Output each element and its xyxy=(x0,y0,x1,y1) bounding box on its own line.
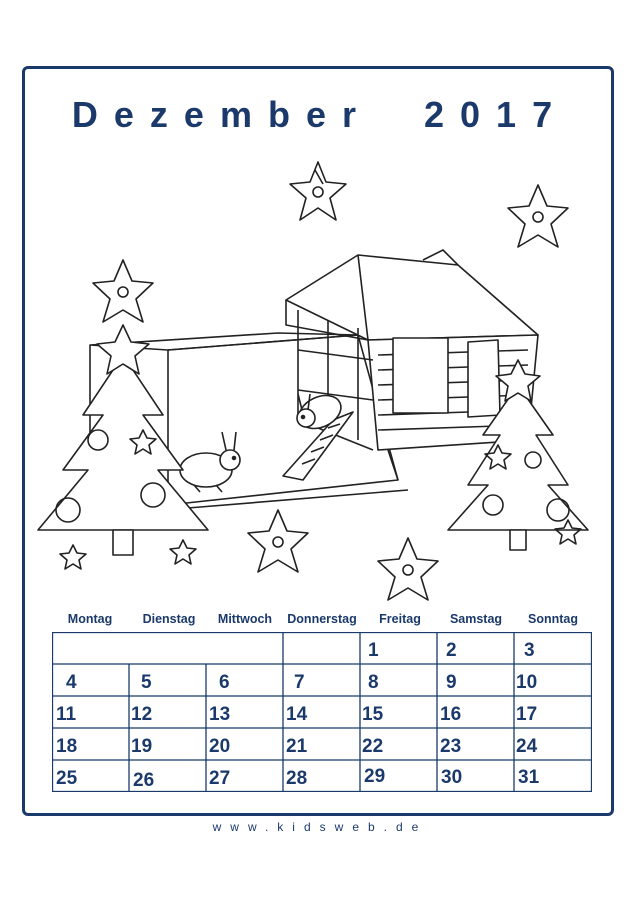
coloring-illustration xyxy=(28,150,608,610)
day-cell: 31 xyxy=(518,767,540,788)
day-cell: 21 xyxy=(286,736,308,757)
day-cell: 26 xyxy=(133,770,155,791)
day-cell: 20 xyxy=(209,736,231,757)
day-cell: 9 xyxy=(446,672,457,693)
star-icon xyxy=(378,538,438,600)
day-cell: 3 xyxy=(524,640,535,661)
weekday-label: Sonntag xyxy=(528,612,578,626)
day-cell: 5 xyxy=(141,672,152,693)
day-cell: 17 xyxy=(516,704,538,725)
day-cell: 8 xyxy=(368,672,379,693)
rabbit-icon xyxy=(180,432,240,492)
weekday-label: Mittwoch xyxy=(217,612,273,626)
day-cell: 11 xyxy=(56,704,77,725)
day-cell: 6 xyxy=(219,672,230,693)
day-cell: 24 xyxy=(516,736,538,757)
day-cell: 2 xyxy=(446,640,457,661)
month-label: Dezember xyxy=(71,94,372,135)
day-cell: 18 xyxy=(56,736,78,757)
weekday-header xyxy=(52,612,592,630)
star-icon xyxy=(248,510,308,572)
day-cell: 16 xyxy=(440,704,462,725)
christmas-tree-icon xyxy=(38,325,208,569)
page-title xyxy=(0,94,640,136)
day-cell: 28 xyxy=(286,768,308,789)
day-cell: 19 xyxy=(131,736,153,757)
day-cell: 1 xyxy=(368,640,379,661)
day-cell: 22 xyxy=(362,736,384,757)
day-cell: 14 xyxy=(286,704,308,725)
day-cell: 13 xyxy=(209,704,231,725)
day-cell: 4 xyxy=(66,672,77,693)
day-cell: 29 xyxy=(364,766,386,787)
footer-url: www.kidsweb.de xyxy=(212,820,428,834)
star-icon xyxy=(508,185,568,247)
weekday-label: Dienstag xyxy=(142,612,196,626)
day-cell: 12 xyxy=(131,704,153,725)
day-cell: 10 xyxy=(516,672,538,693)
day-cell: 25 xyxy=(56,768,78,789)
year-label: 2017 xyxy=(424,94,569,135)
day-cell: 30 xyxy=(441,767,463,788)
day-cell: 15 xyxy=(362,704,384,725)
weekday-label: Freitag xyxy=(379,612,421,626)
day-cell: 7 xyxy=(294,672,305,693)
weekday-label: Montag xyxy=(67,612,113,626)
star-icon xyxy=(290,162,346,220)
day-cell: 27 xyxy=(209,768,231,789)
day-cell: 23 xyxy=(440,736,462,757)
weekday-label: Donnerstag xyxy=(287,612,357,626)
weekday-label: Samstag xyxy=(449,612,503,626)
star-icon xyxy=(93,260,153,322)
